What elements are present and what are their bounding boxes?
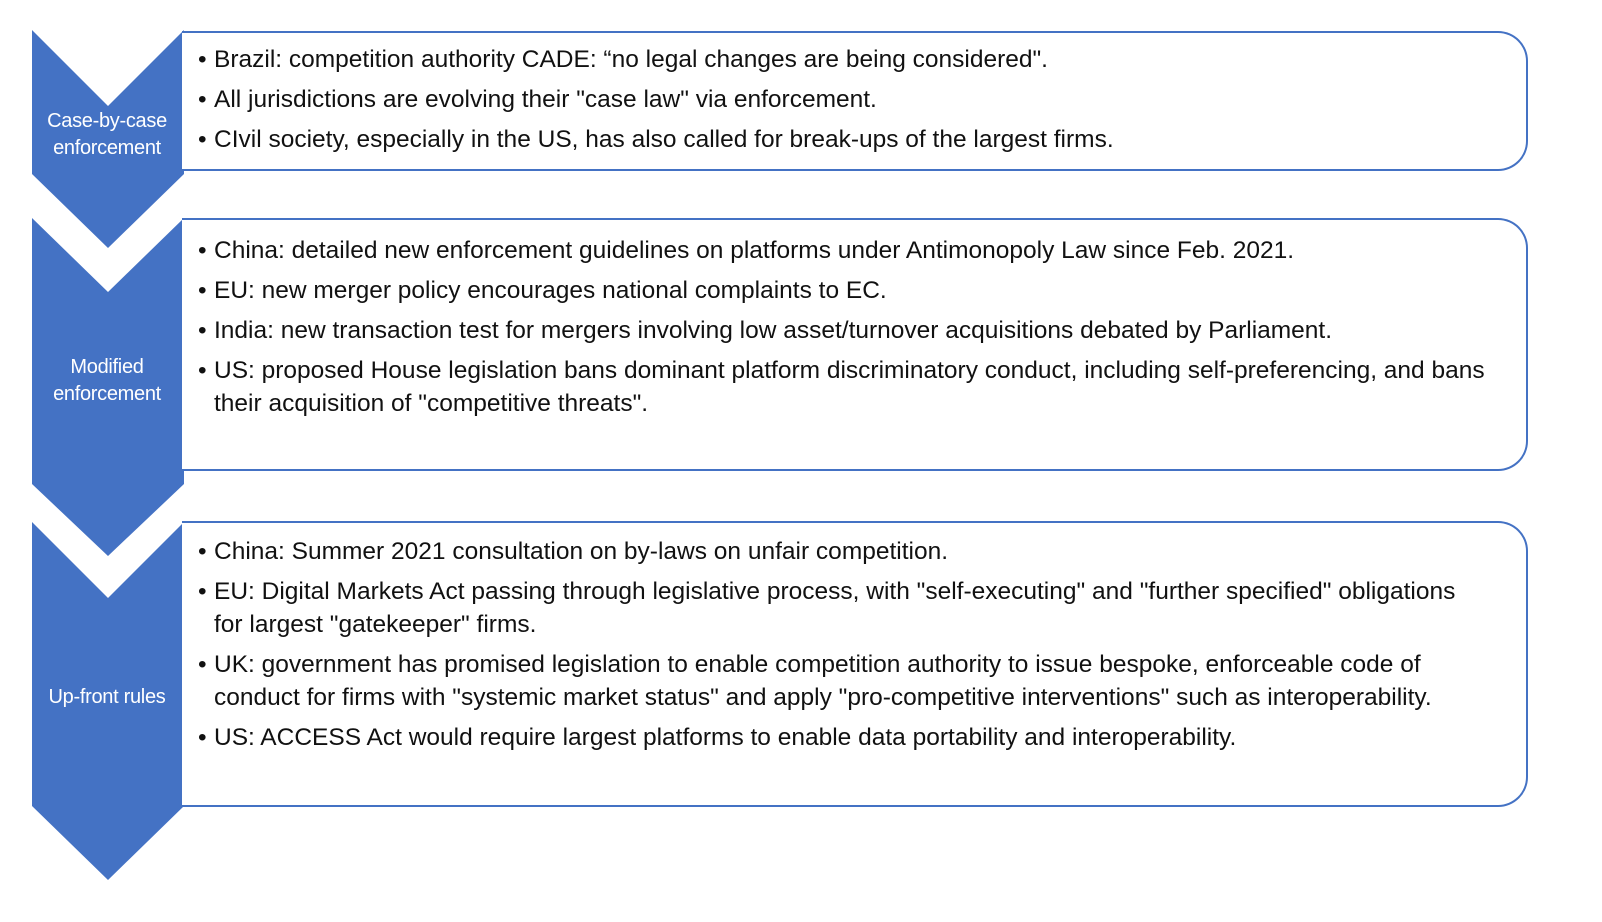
list-item: • All jurisdictions are evolving their "case law" via enforcement.: [198, 83, 1486, 116]
list-item: • US: ACCESS Act would require largest platforms to enable data portability and interoperability.: [198, 721, 1486, 754]
list-item: • EU: new merger policy encourages national complaints to EC.: [198, 274, 1486, 307]
list-item: • UK: government has promised legislation to enable competition authority to issue bespoke, enforceable code of conduct for firms with "systemic market status" and apply "pro-competitive interventions" such as interoperability.: [198, 648, 1486, 714]
stage-box-up-front: [182, 521, 1528, 807]
stage-box-modified: [182, 218, 1528, 471]
list-item: • China: detailed new enforcement guidelines on platforms under Antimonopoly Law since Feb. 2021.: [198, 234, 1486, 267]
stage-box-case-by-case: [182, 31, 1528, 171]
stage-label-modified: Modified enforcement: [53, 356, 161, 405]
list-item: • India: new transaction test for mergers involving low asset/turnover acquisitions debated by Parliament.: [198, 314, 1486, 347]
list-item: • Brazil: competition authority CADE: “no legal changes are being considered".: [198, 43, 1486, 76]
list-item: • China: Summer 2021 consultation on by-laws on unfair competition.: [198, 535, 1486, 568]
list-item: • US: proposed House legislation bans dominant platform discriminatory conduct, including self-preferencing, and bans their acquisition of "competitive threats".: [198, 354, 1486, 420]
list-item: • EU: Digital Markets Act passing through legislative process, with "self-executing" and "further specified" obligations for largest "gatekeeper" firms.: [198, 575, 1486, 641]
stage-label-up-front: Up-front rules: [48, 686, 166, 708]
stage-label-case-by-case: Case-by-case enforcement: [47, 110, 167, 159]
list-item: • CIvil society, especially in the US, has also called for break-ups of the largest firms.: [198, 123, 1486, 156]
